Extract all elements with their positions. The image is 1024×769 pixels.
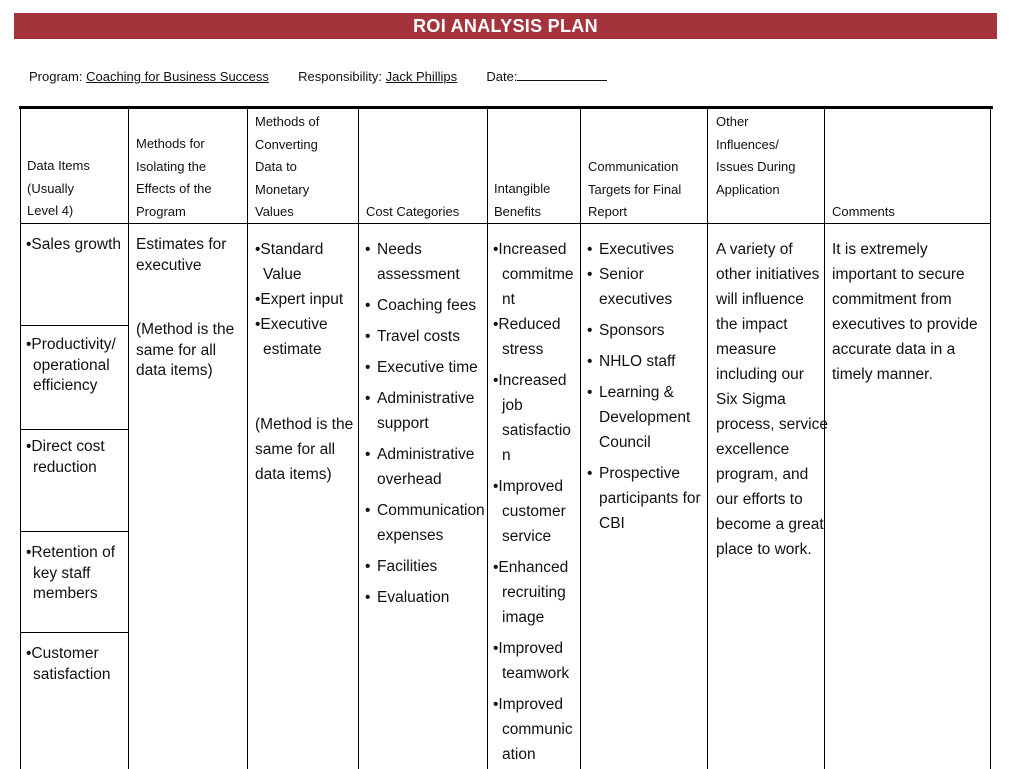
header-converting: Methods of Converting Data to Monetary Values [255,114,320,219]
data-item: •Retention of key staff members [26,544,116,602]
header-isolating: Methods for Isolating the Effects of the Program [136,136,212,219]
data-item: •Direct cost reduction [26,438,105,476]
target-item: • Sponsors [587,318,707,343]
benefit-item: •Improved customer service [493,478,566,545]
cost-item: • Administrative overhead [365,442,485,492]
data-item: •Customer satisfaction [26,645,111,683]
program-value: Coaching for Business Success [86,69,269,84]
date-label: Date: [486,69,518,84]
cost-item: • Executive time [365,355,485,380]
roi-plan-table [20,109,992,769]
communication-targets [587,237,707,542]
row-rule [20,429,128,430]
cost-item: • Administrative support [365,386,485,436]
row-rule [20,632,128,633]
target-item: • NHLO staff [587,349,707,374]
responsibility-label: Responsibility: [298,69,382,84]
header-influences: Other Influences/ Issues During Application [716,114,796,197]
isolating-note: (Method is the same for all data items) [136,321,235,379]
responsibility-value: Jack Phillips [385,69,458,84]
row-rule [20,531,128,532]
cost-item: • Evaluation [365,585,485,610]
col-border [358,109,359,769]
col-border [990,109,991,769]
comments: It is extremely important to secure commitment from executives to provide accurate data in a timely manner. [832,241,978,383]
row-rule [20,325,128,326]
cost-item: • Facilities [365,554,485,579]
benefit-item: •Increased commitme nt [493,241,574,308]
cost-item: • Coaching fees [365,293,485,318]
benefit-item: •Improved teamwork [493,640,570,682]
target-item: • Learning & Development Council [587,380,707,455]
target-item: • Executives [587,237,707,262]
other-influences: A variety of other initiatives will influence the impact measure including our Six Sigma process, service excellence program, and our efforts to become a great place to work. [716,241,828,558]
cost-item: • Needs assessment [365,237,485,287]
converting-note: (Method is the same for all data items) [255,416,354,483]
isolating-method: Estimates for executive [136,236,227,274]
cost-item: • Travel costs [365,324,485,349]
cost-item: • Communication expenses [365,498,485,548]
intangible-benefits [493,237,583,767]
target-item: • Prospective participants for CBI [587,461,707,536]
col-border [20,109,21,769]
col-border [128,109,129,769]
benefit-item: •Improved communic ation [493,696,573,763]
data-item: •Sales growth [26,236,122,253]
converting-methods: •Standard Value •Expert input •Executive estimate [255,241,344,358]
header-cost-categories: Cost Categories [366,204,460,219]
col-border [487,109,488,769]
header-data-items: Data Items (Usually Level 4) [27,158,90,218]
col-border [247,109,248,769]
benefit-item: •Reduced stress [493,316,561,358]
benefit-item: •Increased job satisfactio n [493,372,571,464]
plan-meta [29,68,607,84]
header-intangible: Intangible Benefits [494,181,551,219]
target-item: • Senior executives [587,262,707,312]
program-label: Program: [29,69,83,84]
benefit-item: •Enhanced recruiting image [493,559,569,626]
date-blank [517,68,607,81]
header-comments: Comments [832,204,895,219]
cost-categories [365,237,485,616]
data-item: •Productivity/ operational efficiency [26,336,116,394]
col-border [707,109,708,769]
document-title: ROI ANALYSIS PLAN [14,13,997,39]
header-communication: Communication Targets for Final Report [588,159,682,219]
